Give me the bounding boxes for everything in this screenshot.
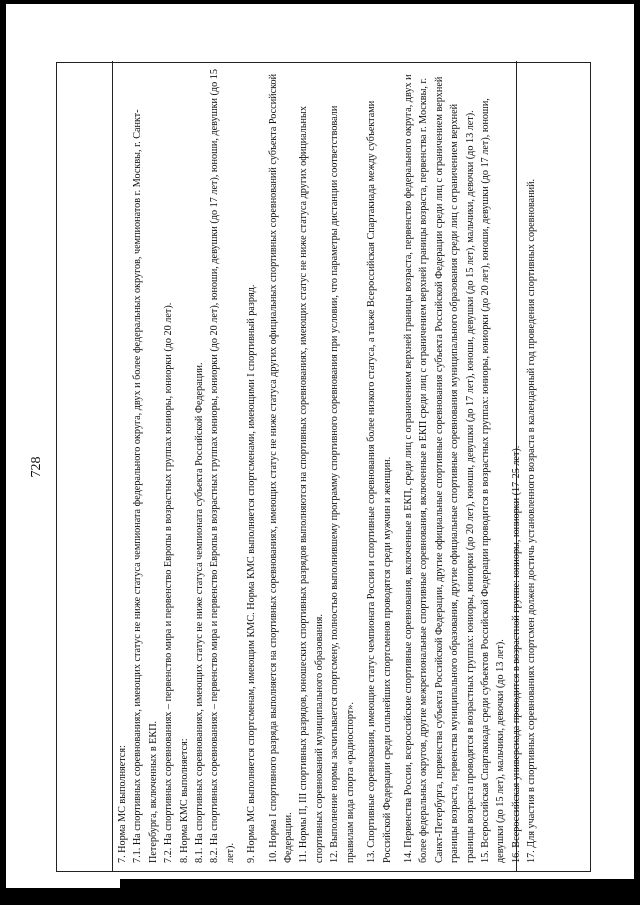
item-8-2: 8.2. На спортивных соревнованиях – первенство мира и первенство Европы в возрастных группах юниоры, юниорки (до 20 лет), юноши, девушки (до 17 лет), юноши, девушки (до 15 лет). bbox=[209, 69, 236, 863]
item-15: 15. Всероссийская Спартакиада среди субъектов Российской Федерации проводится в возрастных группах: юниоры, юниорки (до 20 лет), юноши, девушки (до 17 лет), юноши, девушки (до 15 лет), мальчики, девочки (до 13 лет). bbox=[479, 98, 507, 863]
norms-text-cell bbox=[115, 68, 540, 863]
item-7: 7. Норма МС выполняется: bbox=[117, 745, 128, 863]
scan-border-right bbox=[634, 0, 640, 905]
item-10: 10. Норма I спортивного разряда выполняется на спортивных соревнованиях, имеющих статус не ниже статуса других официальных спортивных соревнований субъекта Российской Федерации. bbox=[267, 73, 295, 863]
page-number: 728 bbox=[29, 456, 44, 478]
item-9: 9. Норма МС выполняется спортсменам, имеющим КМС. Норма КМС выполняется спортсменами, имеющими I спортивный разряд. bbox=[246, 284, 258, 863]
item-14: 14. Первенства России, всероссийские спортивные соревнования, включенные в ЕКП, среди лиц с ограничением верхней границы возраста, первенство федерального округа, двух и более федеральных округов, другие межрегиональные спортивные соревнования, включенные в ЕКП среди лиц с ограничением верхней границы возраста, первенства г. Москвы, г. Санкт-Петербурга, первенства субъекта Российской Федерации, другие официальные спортивные соревнования субъекта Российской Федерации среди лиц с ограничением верхней границы возраста, первенства муниципального образования, другие официальные спортивные соревнования муниципального образования среди лиц с ограничением верхней границы возраста проводятся в возрастных группах: юниоры, юниорки (до 20 лет), юноши, девушки (до 17 лет), юноши, девушки (до 15 лет), мальчики, девочки (до 13 лет). bbox=[402, 74, 476, 863]
item-7-1: 7.1. На спортивных соревнованиях, имеющих статус не ниже статуса чемпионата федерального округа, двух и более федеральных округов, чемпионатов г. Москвы, г. Санкт-Петербурга, включенных в ЕКП. bbox=[132, 109, 159, 863]
table-empty-header-column bbox=[57, 61, 113, 871]
item-17: 17. Для участия в спортивных соревнованиях спортсмен должен достичь установленного возраста в календарный год проведения спортивных соревнований. bbox=[526, 178, 538, 863]
item-8: 8. Норма КМС выполняется: bbox=[178, 738, 190, 863]
rotated-document-page bbox=[26, 62, 606, 872]
norms-table bbox=[56, 62, 591, 872]
scan-border-left bbox=[0, 0, 6, 905]
scan-border-top bbox=[0, 0, 640, 4]
item-16: 16. Всероссийская универсиада проводится в возрастной группе: юниоры, юниорки (17-25 лет). bbox=[510, 445, 522, 863]
scan-border-bottom-step bbox=[120, 879, 640, 888]
item-12: 12. Выполнение нормы засчитывается спортсмену, полностью выполнившему программу спортивного соревнования при условии, что параметры дистанции соответствовали правилам вида спорта «радиоспорт». bbox=[329, 105, 356, 863]
scan-border-bottom bbox=[0, 888, 640, 905]
item-8-1: 8.1. На спортивных соревнованиях, имеющих статус не ниже статуса чемпионата субъекта Российской Федерации. bbox=[194, 362, 206, 863]
item-11: 11. Нормы II, III спортивных разрядов, юношеских спортивных разрядов выполняются на спортивных соревнованиях, имеющих статус не ниже статуса других официальных спортивных соревнований муниципального образования. bbox=[298, 106, 325, 863]
item-7-2: 7.2. На спортивных соревнованиях – первенство мира и первенство Европы в возрастных группах юниоры, юниорки (до 20 лет). bbox=[163, 302, 175, 863]
item-13: 13. Спортивные соревнования, имеющие статус чемпионата России и спортивные соревнования более низкого статуса, а также Всероссийская Спартакиада между субъектами Российской Федерации среди сильнейших спортсменов проводятся среди мужчин и женщин. bbox=[366, 100, 393, 863]
